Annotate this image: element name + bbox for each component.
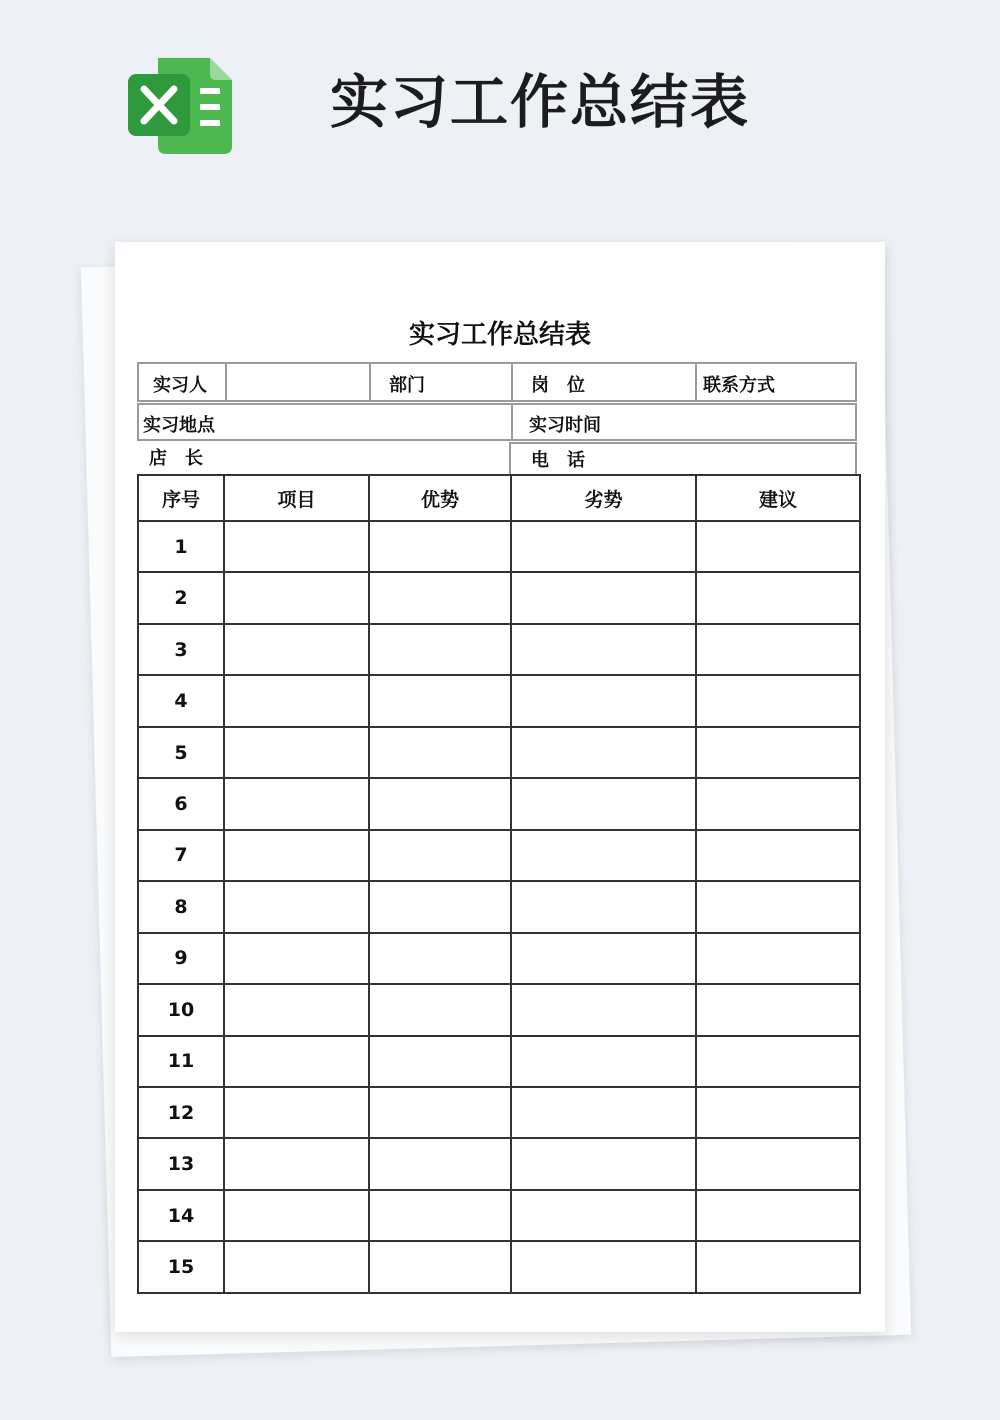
suggestions-cell[interactable] (696, 727, 860, 778)
table-row (138, 933, 860, 984)
item-cell[interactable] (224, 881, 369, 932)
table-row (138, 778, 860, 829)
strengths-cell[interactable] (369, 778, 511, 829)
column-header-index: 序号 (138, 475, 224, 521)
phone-label: 电 话 (531, 450, 585, 471)
weaknesses-cell[interactable] (511, 727, 696, 778)
weaknesses-cell[interactable] (511, 830, 696, 881)
strengths-cell[interactable] (369, 521, 511, 572)
suggestions-cell[interactable] (696, 1241, 860, 1293)
form-title: 实习工作总结表 (408, 320, 591, 350)
row-index: 3 (138, 624, 224, 675)
table-row (138, 984, 860, 1035)
suggestions-cell[interactable] (696, 984, 860, 1035)
manager-cell[interactable] (137, 442, 509, 474)
strengths-cell[interactable] (369, 984, 511, 1035)
weaknesses-cell[interactable] (511, 1241, 696, 1293)
position-cell[interactable] (511, 364, 695, 400)
item-cell[interactable] (224, 572, 369, 623)
table-row (138, 1241, 860, 1293)
item-cell[interactable] (224, 1241, 369, 1293)
contact-cell[interactable] (695, 364, 855, 400)
weaknesses-cell[interactable] (511, 778, 696, 829)
table-row (138, 521, 860, 572)
row-index: 15 (138, 1241, 224, 1293)
table-header-row (138, 475, 860, 521)
strengths-cell[interactable] (369, 1241, 511, 1293)
row-index: 7 (138, 830, 224, 881)
phone-cell[interactable] (509, 442, 857, 474)
item-cell[interactable] (224, 933, 369, 984)
item-cell[interactable] (224, 778, 369, 829)
strengths-cell[interactable] (369, 727, 511, 778)
row-index: 6 (138, 778, 224, 829)
strengths-cell[interactable] (369, 675, 511, 726)
suggestions-cell[interactable] (696, 1087, 860, 1138)
row-index: 13 (138, 1138, 224, 1189)
info-row-basic (137, 362, 857, 402)
suggestions-cell[interactable] (696, 675, 860, 726)
intern-label: 实习人 (153, 375, 207, 396)
strengths-cell[interactable] (369, 881, 511, 932)
weaknesses-cell[interactable] (511, 1036, 696, 1087)
weaknesses-cell[interactable] (511, 984, 696, 1035)
weaknesses-cell[interactable] (511, 933, 696, 984)
suggestions-cell[interactable] (696, 521, 860, 572)
item-cell[interactable] (224, 984, 369, 1035)
row-index: 11 (138, 1036, 224, 1087)
table-row (138, 1138, 860, 1189)
item-cell[interactable] (224, 624, 369, 675)
weaknesses-cell[interactable] (511, 521, 696, 572)
item-cell[interactable] (224, 727, 369, 778)
item-cell[interactable] (224, 1087, 369, 1138)
time-label: 实习时间 (529, 415, 601, 436)
table-row (138, 1036, 860, 1087)
weaknesses-cell[interactable] (511, 1087, 696, 1138)
suggestions-cell[interactable] (696, 778, 860, 829)
location-label: 实习地点 (143, 415, 215, 436)
row-index: 10 (138, 984, 224, 1035)
row-index: 1 (138, 521, 224, 572)
row-index: 12 (138, 1087, 224, 1138)
row-index: 8 (138, 881, 224, 932)
manager-label: 店 长 (149, 448, 203, 469)
department-cell[interactable] (369, 364, 511, 400)
weaknesses-cell[interactable] (511, 1138, 696, 1189)
strengths-cell[interactable] (369, 1036, 511, 1087)
strengths-cell[interactable] (369, 933, 511, 984)
page-title: 实习工作总结表 (330, 68, 751, 136)
column-header-strengths: 优势 (369, 475, 511, 521)
table-body (138, 521, 860, 1293)
position-label: 岗 位 (531, 375, 585, 396)
department-label: 部门 (389, 375, 425, 396)
intern-label-cell (139, 364, 225, 400)
strengths-cell[interactable] (369, 830, 511, 881)
suggestions-cell[interactable] (696, 1190, 860, 1241)
strengths-cell[interactable] (369, 572, 511, 623)
weaknesses-cell[interactable] (511, 675, 696, 726)
strengths-cell[interactable] (369, 1190, 511, 1241)
item-cell[interactable] (224, 1190, 369, 1241)
item-cell[interactable] (224, 1036, 369, 1087)
info-row-location (137, 403, 857, 441)
table-row (138, 572, 860, 623)
table-row (138, 675, 860, 726)
column-header-item: 项目 (224, 475, 369, 521)
location-cell[interactable] (139, 405, 511, 439)
strengths-cell[interactable] (369, 624, 511, 675)
table-row (138, 881, 860, 932)
suggestions-cell[interactable] (696, 1138, 860, 1189)
item-cell[interactable] (224, 830, 369, 881)
item-cell[interactable] (224, 521, 369, 572)
column-header-suggestions: 建议 (696, 475, 860, 521)
info-row-manager (137, 442, 857, 474)
strengths-cell[interactable] (369, 1087, 511, 1138)
item-cell[interactable] (224, 1138, 369, 1189)
form-sheet (115, 242, 885, 1332)
suggestions-cell[interactable] (696, 624, 860, 675)
suggestions-cell[interactable] (696, 830, 860, 881)
item-cell[interactable] (224, 675, 369, 726)
strengths-cell[interactable] (369, 1138, 511, 1189)
table-row (138, 727, 860, 778)
table-row (138, 830, 860, 881)
weaknesses-cell[interactable] (511, 1190, 696, 1241)
row-index: 9 (138, 933, 224, 984)
summary-table (137, 474, 861, 1294)
weaknesses-cell[interactable] (511, 881, 696, 932)
contact-label: 联系方式 (703, 375, 775, 396)
suggestions-cell[interactable] (696, 572, 860, 623)
table-row (138, 624, 860, 675)
weaknesses-cell[interactable] (511, 572, 696, 623)
row-index: 5 (138, 727, 224, 778)
row-index: 2 (138, 572, 224, 623)
table-row (138, 1190, 860, 1241)
suggestions-cell[interactable] (696, 933, 860, 984)
suggestions-cell[interactable] (696, 881, 860, 932)
intern-value-field[interactable] (225, 364, 369, 400)
row-index: 4 (138, 675, 224, 726)
table-row (138, 1087, 860, 1138)
row-index: 14 (138, 1190, 224, 1241)
suggestions-cell[interactable] (696, 1036, 860, 1087)
column-header-weaknesses: 劣势 (511, 475, 696, 521)
time-cell[interactable] (511, 405, 855, 439)
weaknesses-cell[interactable] (511, 624, 696, 675)
excel-icon (128, 58, 232, 154)
